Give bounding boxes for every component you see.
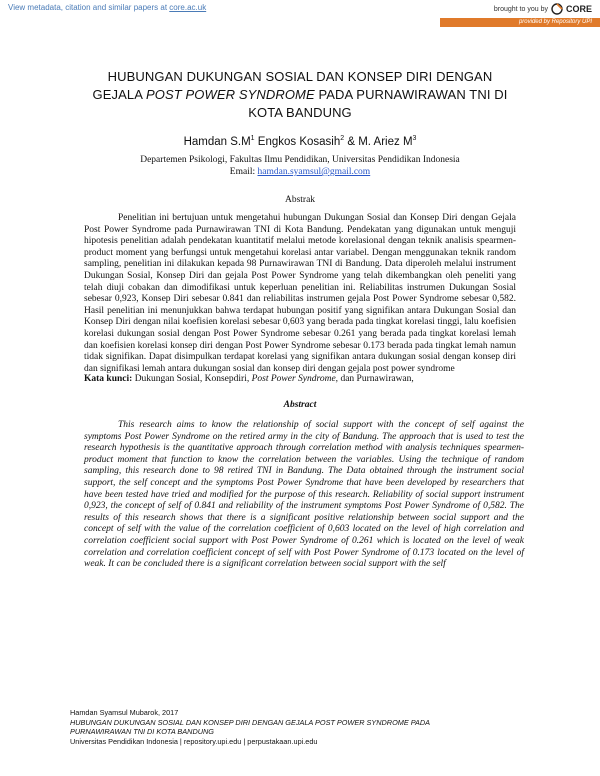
footer-author-year: Hamdan Syamsul Mubarok, 2017	[70, 708, 179, 717]
abstract-heading: Abstract	[283, 400, 317, 410]
footer-repository: Universitas Pendidikan Indonesia | repository.upi.edu | perpustakaan.upi.edu	[70, 736, 318, 746]
abstrak-body: Penelitian ini bertujuan untuk mengetahui hubungan Dukungan Sosial dan Konsep Diri dengan Gejala Post Power Syndrome pada Purnawirawan TNI di Kota Bandung. Pendekatan yang digunakan untuk menguji hipotesis penelitian adalah pendekatan kuantitatif melalui metode korelasional dengan teknik analisis spearmen-product moment yang berfungsi untuk mengetahui korelasi antar variabel. Dengan menggunakan teknik random sampling, penelitian ini dilakukan kepada 98 Purnawirawan TNI di Bandung. Data diperoleh melalui instrument Dukungan Sosial, Konsep Diri dan gejala Post Power Syndrome yang telah dikembangkan oleh peneliti yang telah diuji cobakan dan dimodifikasi untuk keperluan penelitian ini. Reliabilitas instrumen Dukungan Sosial sebesar 0,923, Konsep Diri sebesar 0.841 dan reliabilitas instrumen gejala Post Power Syndrome sebesar 0,582. Hasil penelitian ini menunjukkan bahwa terdapat hubungan positif yang signifikan antara Dukungan Sosial dan Konsep Diri dengan nilai koefisien korelasi sebesar 0,603 yang berada pada tingkat korelasi tinggi, lalu koefisien korelasi dukungan sosial dengan Post Power Syndrome sebesar 0.261 yang berada pada tingkat korelasi lemah dan koefisien korelasi konsep diri dengan Post Power Syndrome sebesar 0.173 berada pada tingkat lemah namun tidak signifikan. Dapat disimpulkan terdapat korelasi yang signifikan antara dukungan sosial dengan konsep diri dan signifikasi lemah antara dukungan sosial dan konsep diri dengan gejala post power syndrome	[84, 213, 516, 374]
core-logo-text: CORE	[565, 4, 592, 14]
core-banner	[0, 0, 600, 30]
provided-by-label[interactable]: provided by Repository UPI	[518, 19, 592, 25]
abstract-body: This research aims to know the relationship of social support with the concept of self against the symptoms Post Power Syndrome on the retired army in the city of Bandung. The approach that is used to test the research hypothesis is the quantitative approach through correlation method with analysis techniques spearmen-product moment that function to know the correlation between the variables. Using the technique of random sampling, this research done to 98 retired TNI in Bandung. The Data obtained through the instrument social support, the self concept and the symptoms Post Power Syndrome that have been developed by researchers that have been tested have tried and modified for the purpose of this research. Reliability of social support instrument 0,923, the concept of self of 0.841 and reliability of the instrument symptoms Post Power Syndrome of 0,582. The results of this research shows that there is a significant positive relationship between social support and the concept of self with the value of the correlation coefficient of 0,603 located on the level of high correlation and correlation coefficient social support with Post Power Syndrome of 0.261 which is located on the level of weak correlation and correlation coefficient concept of self with Post Power Syndrome of 0.173 located on the level of weak. It can be concluded there is a significant correlation between social support with the self	[84, 420, 524, 570]
brought-to-you-label: brought to you by	[493, 5, 548, 13]
provided-by-strip	[0, 18, 600, 27]
abstrak-heading: Abstrak	[284, 195, 316, 205]
core-logo-icon	[551, 3, 563, 15]
paper-title: HUBUNGAN DUKUNGAN SOSIAL DAN KONSEP DIRI DENGAN GEJALA POST POWER SYNDROME PADA PURNAWIRAWAN TNI DI KOTA BANDUNG	[92, 69, 508, 120]
keywords-line: Kata kunci: Dukungan Sosial, Konsepdiri, Post Power Syndrome, dan Purnawirawan,	[84, 374, 414, 384]
email-link[interactable]: hamdan.syamsul@gmail.com	[257, 167, 371, 177]
page-footer	[70, 708, 540, 746]
core-attribution[interactable]	[494, 3, 592, 15]
footer-title-line1: HUBUNGAN DUKUNGAN SOSIAL DAN KONSEP DIRI DENGAN GEJALA POST POWER SYNDROME PADA	[70, 717, 431, 727]
email-line: Email: hamdan.syamsul@gmail.com	[229, 167, 371, 177]
footer-title-line2: PURNAWIRAWAN TNI DI KOTA BANDUNG	[70, 727, 214, 737]
affiliation: Departemen Psikologi, Fakultas Ilmu Pendidikan, Universitas Pendidikan Indonesia	[140, 155, 460, 165]
core-metadata-link[interactable]: View metadata, citation and similar papers at core.ac.uk	[8, 3, 207, 12]
authors-line: Hamdan $S.M^1$ Engkos Kosasih$^2$ & M. Ariez $M^3$	[183, 135, 417, 148]
